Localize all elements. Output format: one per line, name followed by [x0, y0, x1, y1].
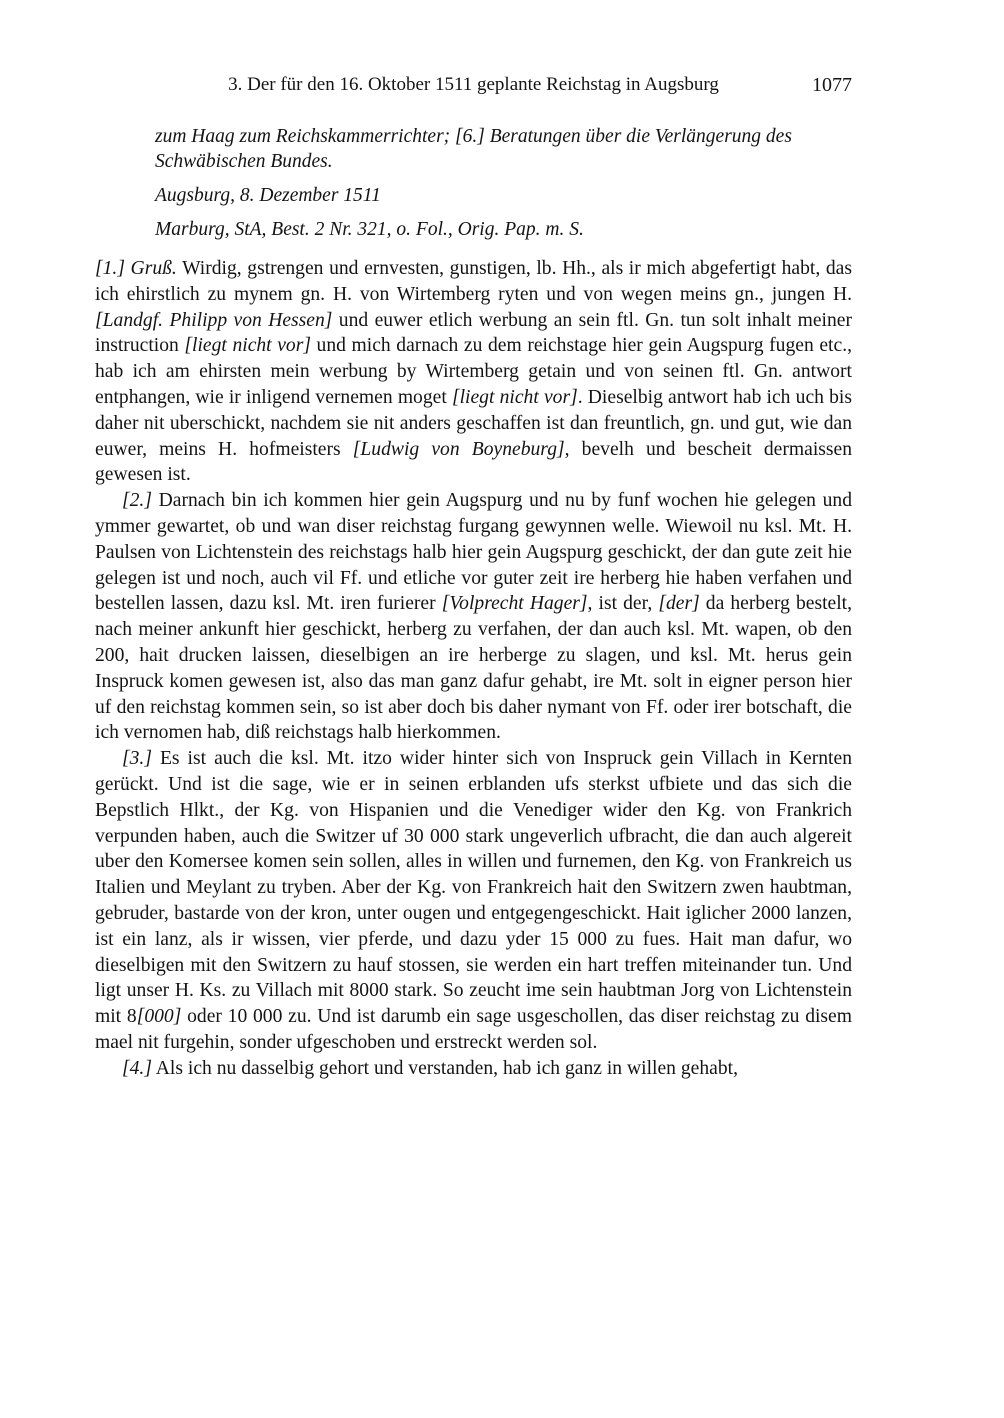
- text-segment: oder 10 000 zu. Und ist darumb ein sage usgeschollen, das diser reichstag zu disem mael nit furgehin, sonder ufgeschoben und erstreckt werden sol.: [95, 1006, 852, 1053]
- editorial-italic-segment: [liegt nicht vor]: [184, 335, 311, 357]
- paragraph: [95, 488, 852, 746]
- page-content: [95, 72, 852, 1082]
- text-segment: Darnach bin ich kommen hier gein Augspurg und nu by funf wochen hie gelegen und ymmer gewartet, ob und wan diser reichstag furgang gewynnen welle. Wiewoil nu ksl. Mt. H. Paulsen von Lichtenstein des reichstags halb hier gein Augspurg geschickt, der dan gute zeit hie gelegen ist und noch, auch vil Ff. und etliche vor guter zeit ire herberg hie haben verfahen und bestellen lassen, dazu ksl. Mt. iren furierer: [95, 490, 852, 615]
- editorial-italic-segment: [2.]: [122, 490, 152, 512]
- text-segment: Wirdig, gstrengen und ernvesten, gunstigen, lb. Hh., als ir mich abgefertigt habt, das ich ehirstlich zu mynem gn. H. von Wirtemberg ryten und von wegen meins gn., jungen H.: [95, 258, 852, 305]
- text-segment: Es ist auch die ksl. Mt. itzo wider hinter sich von Inspruck gein Villach in Kernten gerückt. Und ist die sage, wie er in seinen erblanden ufs sterkst ufbiete und das sich die Bepstlich Hlkt., der Kg. von Hispanien und die Venediger wider den Kg. von Frankrich verpunden haben, auch die Switzer uf 30 000 stark ungeverlich ufbracht, die dan auch algereit uber den Komersee komen sein sollen, alles in willen und furnemen, den Kg. von Frankreich us Italien und Meylant zu tryben. Aber der Kg. von Frankreich hait den Switzern zwen haubtman, gebruder, bastarde von der kron, unter ougen und entgegengeschickt. Hait iglicher 2000 lanzen, ist ein lanz, als ir wissen, vier pferde, und dazu yder 15 000 zu fues. Hait man dafur, wo dieselbigen mit den Switzern zu hauf stossen, sie werden ein hart treffen miteinander tun. Und ligt unser H. Ks. zu Villach mit 8000 stark. So zeucht ime sein haubtman Jorg von Lichtenstein mit 8: [95, 748, 852, 1028]
- text-segment: , ist der,: [587, 593, 659, 615]
- running-head-title: 3. Der für den 16. Oktober 1511 geplante Reichstag in Augsburg: [228, 74, 719, 95]
- summary-regest: zum Haag zum Reichskammerrichter; [6.] Beratungen über die Verlängerung des Schwäbischen Bundes.: [155, 126, 792, 172]
- text-segment: . Dieselbig antwort hab ich uch bis daher nit uberschickt, nachdem sie nit anders geschaffen ist dan freuntlich, gn. und gut, wie dan euwer, meins H. hofmeisters: [95, 386, 852, 460]
- running-head: [95, 72, 852, 98]
- paragraph: [95, 256, 852, 488]
- text-segment: und euwer etlich werbung an sein ftl. Gn. tun solt inhalt meiner instruction: [95, 309, 852, 357]
- page-number: 1077: [812, 74, 852, 96]
- editorial-italic-segment: [Ludwig von Boyneburg]: [352, 438, 565, 460]
- text-segment: Als ich nu dasselbig gehort und verstanden, hab ich ganz in willen gehabt,: [151, 1057, 738, 1079]
- editorial-italic-segment: [4.]: [122, 1057, 152, 1079]
- editorial-italic-segment: [Volprecht Hager]: [441, 593, 588, 615]
- paragraph: [95, 1056, 852, 1082]
- editorial-italic-segment: [000]: [136, 1006, 182, 1028]
- editorial-italic-segment: [liegt nicht vor]: [451, 386, 578, 408]
- text-segment: und mich darnach zu dem reichstage hier gein Augspurg fugen etc., hab ich am ehirsten mein werbung by Wirtemberg getain und von seinen ftl. Gn. antwort entphangen, wie ir inligend vernemen moget: [95, 335, 852, 408]
- editorial-italic-segment: [1.] Gruß.: [95, 258, 177, 279]
- text-segment: , bevelh und bescheit dermaissen gewesen ist.: [95, 438, 852, 486]
- summary-dateline: Augsburg, 8. Dezember 1511: [155, 185, 381, 206]
- paragraph: [95, 746, 852, 1056]
- body-text: [95, 256, 852, 1082]
- editorial-italic-segment: [3.]: [122, 748, 152, 770]
- summary-archive-reference: Marburg, StA, Best. 2 Nr. 321, o. Fol., Orig. Pap. m. S.: [155, 219, 584, 240]
- text-segment: da herberg bestelt, nach meiner ankunft hier geschickt, herberg zu verfahen, der dan auch ksl. Mt. wapen, ob den 200, hait drucken laissen, dieselbigen an ire herberge zu slagen, und ksl. Mt. herus gein Inspruck komen gewesen ist, also das man ganz dafur gehabt, ire Mt. solt in eigner person hier uf den reichstag kommen sein, so ist aber doch bis daher nymant von Ff. oder irer botschaft, die ich vernomen hab, diß reichstags halb hierkommen.: [95, 593, 852, 744]
- editorial-italic-segment: [der]: [658, 593, 700, 615]
- document-summary: [155, 124, 852, 242]
- editorial-italic-segment: [Landgf. Philipp von Hessen]: [95, 309, 333, 331]
